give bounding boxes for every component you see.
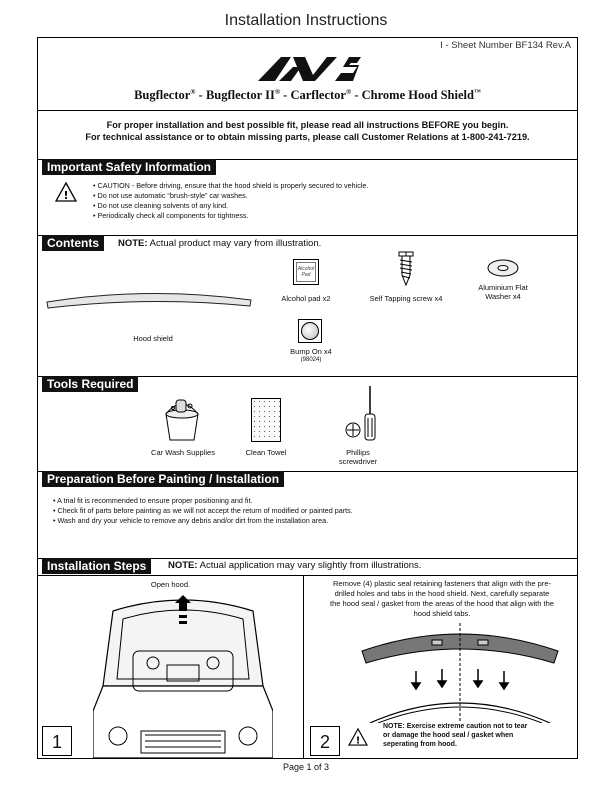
preparation-heading: Preparation Before Painting / Installation: [42, 471, 284, 487]
screwdriver-label-line-1: Phillips: [346, 448, 370, 457]
list-item: • Periodically check all components for tightness.: [93, 211, 368, 221]
washer-label-line-2: Washer x4: [485, 292, 521, 301]
steps-note: [168, 560, 421, 571]
step-2-text-line-4: hood shield tabs.: [413, 609, 471, 618]
washer-label: [458, 283, 548, 301]
note-label: NOTE:: [168, 560, 198, 571]
divider: [38, 110, 577, 111]
bump-on-part-number: (98024): [300, 357, 322, 363]
step-1-text: Open hood.: [150, 580, 191, 589]
safety-heading: Important Safety Information: [42, 159, 216, 175]
product-name-4: - Chrome Hood Shield: [351, 88, 474, 103]
divider: [38, 575, 577, 576]
wash-supplies-label: Car Wash Supplies: [151, 448, 215, 457]
tm-mark: ™: [473, 88, 481, 96]
phillips-screwdriver-icon: [344, 384, 380, 444]
step-2-text: [308, 579, 576, 619]
product-name-2: - Bugflector II: [195, 88, 275, 103]
vehicle-open-hood-illustration: [93, 591, 273, 758]
washer-label-line-1: Aluminium Flat: [478, 283, 528, 292]
reg-mark: ®: [274, 88, 281, 96]
hood-shield-install-illustration: [360, 623, 560, 723]
caution-line-3: seperating from hood.: [383, 741, 457, 748]
tools-heading: Tools Required: [42, 376, 138, 392]
alcohol-pad-label: Alcohol pad x2: [281, 294, 331, 303]
product-name-1: Bugflector: [134, 88, 191, 103]
step-2-text-line-2: drilled holes and tabs in the hood shield. Next, carefully separate: [334, 589, 550, 598]
divider: [38, 235, 577, 236]
bump-on-qty: Bump On x4: [290, 347, 332, 356]
warning-icon: [348, 728, 368, 746]
list-item: • A trial fit is recommended to ensure proper positioning and fit.: [53, 496, 353, 506]
list-item: • Do not use automatic “brush-style” car washes.: [93, 191, 368, 201]
alcohol-pad-text: Alcohol Pad: [296, 262, 316, 282]
step-2-number: 2: [310, 726, 340, 756]
note-label: NOTE:: [118, 238, 148, 249]
steps-heading: Installation Steps: [42, 558, 151, 574]
list-item: • Wash and dry your vehicle to remove any debris and/or dirt from the installation area.: [53, 516, 353, 526]
svg-text:!: !: [63, 189, 69, 202]
bump-on-label: [271, 347, 351, 365]
step-1-number: 1: [42, 726, 72, 756]
instruction-sheet: [37, 37, 578, 759]
preparation-list: [53, 496, 353, 526]
avs-logo: [253, 53, 363, 83]
warning-icon: [55, 182, 77, 202]
contents-note: [118, 238, 321, 249]
svg-text:!: !: [355, 735, 361, 746]
step-2-caution: [383, 722, 527, 749]
list-item: • CAUTION - Before driving, ensure that the hood shield is properly secured to vehicle.: [93, 181, 368, 191]
note-text: Actual application may vary slightly from illustrations.: [197, 560, 422, 571]
notice-line-2: For technical assistance or to obtain missing parts, please call Customer Relations at 1-800-241-7219.: [85, 132, 530, 142]
screw-icon: [396, 251, 416, 287]
towel-label: Clean Towel: [245, 448, 287, 457]
reg-mark: ®: [345, 88, 352, 96]
product-line-title: [38, 88, 577, 103]
screwdriver-label-line-2: screwdriver: [338, 457, 378, 466]
safety-list: [93, 181, 368, 221]
page-footer: Page 1 of 3: [282, 762, 330, 772]
bucket-icon: [160, 398, 204, 442]
list-item: • Check fit of parts before painting as we will not accept the return of modified or painted parts.: [53, 506, 353, 516]
page-title: Installation Instructions: [224, 12, 388, 29]
contents-heading: Contents: [42, 235, 104, 251]
washer-icon: [486, 258, 520, 278]
notice-text: [38, 119, 577, 143]
hood-shield-label: Hood shield: [133, 334, 173, 343]
caution-line-1: NOTE: Exercise extreme caution not to tear: [383, 723, 528, 730]
hood-shield-illustration: [44, 288, 254, 318]
note-text: Actual product may vary from illustration.: [147, 238, 322, 249]
step-2-text-line-1: Remove (4) plastic seal retaining fasteners that align with the pre-: [332, 579, 552, 588]
step-divider: [303, 575, 304, 759]
alcohol-pad-illustration: [293, 259, 319, 285]
caution-line-2: or damage the hood seal / gasket when: [383, 732, 514, 739]
step-2-text-line-3: the hood seal / gasket from the areas of the hood that align with the: [330, 599, 554, 608]
reg-mark: ®: [190, 88, 196, 96]
screwdriver-label: [328, 448, 388, 466]
towel-icon: [251, 398, 281, 442]
screw-label: Self Tapping screw x4: [369, 294, 443, 303]
list-item: • Do not use cleaning solvents of any kind.: [93, 201, 368, 211]
bump-on-illustration: [298, 319, 322, 343]
notice-line-1: For proper installation and best possible fit, please read all instructions BEFORE you begin.: [106, 120, 509, 130]
product-name-3: - Carflector: [280, 88, 346, 103]
sheet-number: I - Sheet Number BF134 Rev.A: [440, 40, 571, 51]
